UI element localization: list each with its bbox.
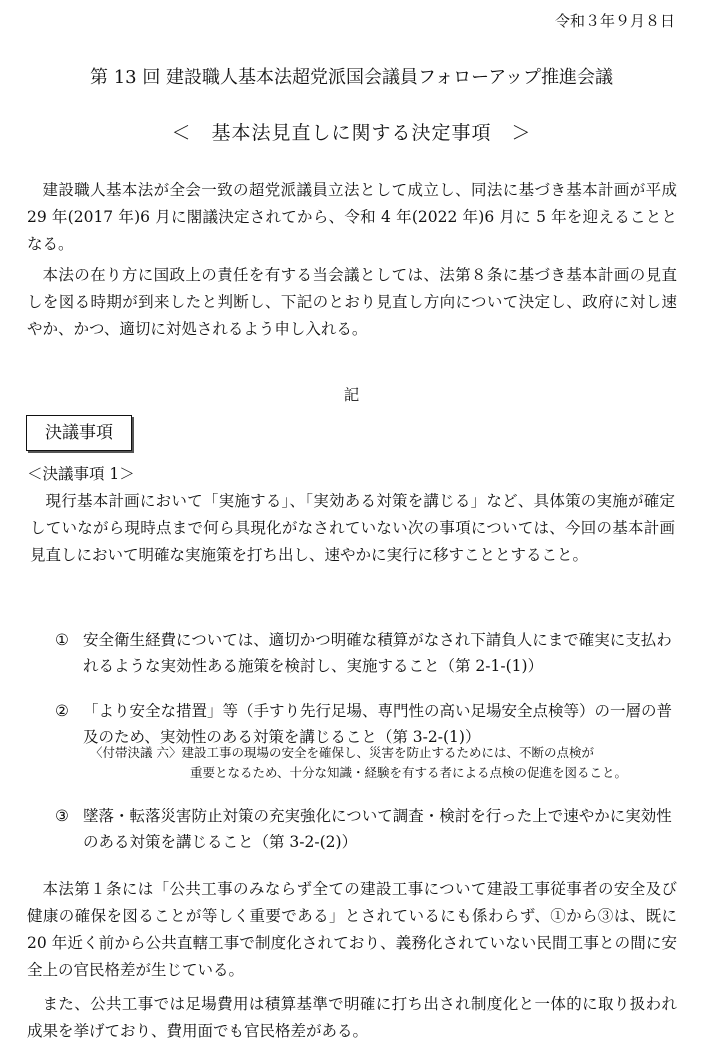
item-number: ① xyxy=(55,631,69,649)
supplementary-resolution-note-line-1: 〈付帯決議 六〉建設工事の現場の安全を確保し、災害を防止するためには、不断の点検が xyxy=(90,745,594,760)
resolution-section-box: 決議事項 xyxy=(26,415,132,451)
resolution-1-body: 現行基本計画において「実施する」、「実効ある対策を講じる」など、具体策の実施が確定していながら現時点まで何ら具現化がなされていない次の事項については、今回の基本計画見直しにおいて明確な実施策を打ち出し、速やかに実行に移すこととすること。 xyxy=(30,492,675,564)
resolution-1-heading: ＜決議事項 1＞ xyxy=(27,465,135,483)
supplementary-resolution-note-line-2: 重要となるため、十分な知識・経験を有する者による点検の促進を図ること。 xyxy=(190,765,628,780)
closing-paragraph-2: また、公共工事では足場費用は積算基準で明確に打ち出され制度化と一体的に取り扱われ成果を挙げており、費用面でも官民格差がある。 xyxy=(27,995,677,1040)
intro-paragraph-2: 本法の在り方に国政上の責任を有する当会議としては、法第８条に基づき基本計画の見直しを図る時期が到来したと判断し、下記のとおり見直し方向について決定し、政府に対し速やか、かつ、適切に対処されるよう申し入れる。 xyxy=(27,266,677,338)
document-subtitle: ＜ 基本法見直しに関する決定事項 ＞ xyxy=(171,122,532,144)
document-title: 第 13 回 建設職人基本法超党派国会議員フォローアップ推進会議 xyxy=(89,67,613,88)
closing-paragraph-1: 本法第１条には「公共工事のみならず全ての建設工事について建設工事従事者の安全及び健康の確保を図ることが等しく重要である」とされているにも係わらず、①から③は、既に 20 年近く前から公共直轄工事で制度化されており、義務化されていない民間工事との間に安全上の官民格差が生じている。 xyxy=(27,880,677,979)
item-number: ② xyxy=(55,702,69,720)
intro-paragraph-1: 建設職人基本法が全会一致の超党派議員立法として成立し、同法に基づき基本計画が平成 29 年(2017 年)6 月に閣議決定されてから、令和 4 年(2022 年)6 月に 5 年を迎えることとなる。 xyxy=(27,181,677,253)
document-date: 令和３年９月８日 xyxy=(554,12,675,30)
item-text: 安全衛生経費については、適切かつ明確な積算がなされ下請負人にまで確実に支払われるような実効性ある施策を検討し、実施すること（第 2-1-(1)） xyxy=(83,631,672,675)
ki-marker: 記 xyxy=(343,386,360,404)
item-number: ③ xyxy=(55,807,69,825)
item-text: 墜落・転落災害防止対策の充実強化について調査・検討を行った上で速やかに実効性のある対策を講じること（第 3-2-(2)） xyxy=(83,807,672,851)
item-text: 「より安全な措置」等（手すり先行足場、専門性の高い足場安全点検等）の一層の普及のため、実効性のある対策を講じること（第 3-2-(1)） xyxy=(83,702,673,746)
